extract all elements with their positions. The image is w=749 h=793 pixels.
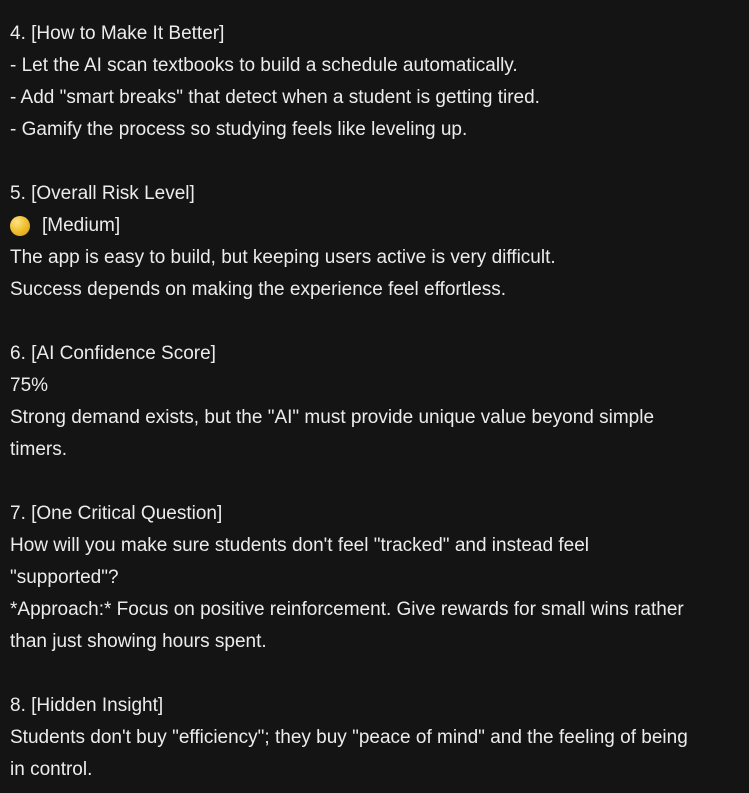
section-4-heading: 4. [How to Make It Better]	[10, 23, 225, 44]
section-5-heading: 5. [Overall Risk Level]	[10, 183, 195, 204]
section-5-text: Success depends on making the experience feel effortless.	[10, 279, 507, 300]
section-4-item: - Add "smart breaks" that detect when a student is getting tired.	[10, 87, 540, 108]
section-7-text: How will you make sure students don't feel "tracked" and instead feel	[10, 535, 589, 556]
section-4-item: - Gamify the process so studying feels like leveling up.	[10, 119, 468, 140]
section-gap	[10, 466, 719, 498]
section-gap	[10, 658, 719, 690]
section-7-text: *Approach:* Focus on positive reinforcement. Give rewards for small wins rather	[10, 599, 684, 620]
section-6-heading: 6. [AI Confidence Score]	[10, 343, 216, 364]
section-6-text: timers.	[10, 439, 67, 460]
section-7-text: than just showing hours spent.	[10, 631, 267, 652]
risk-level-row	[10, 210, 719, 242]
section-gap	[10, 306, 719, 338]
confidence-score: 75%	[10, 375, 49, 396]
section-7-heading: 7. [One Critical Question]	[10, 503, 223, 524]
section-8-heading: 8. [Hidden Insight]	[10, 695, 164, 716]
section-gap	[10, 146, 719, 178]
risk-level-label: [Medium]	[42, 215, 121, 236]
section-8-text: in control.	[10, 759, 93, 780]
section-6-text: Strong demand exists, but the "AI" must provide unique value beyond simple	[10, 407, 655, 428]
yellow-circle-icon	[10, 216, 30, 236]
section-7-text: "supported"?	[10, 567, 119, 588]
section-8-text: Students don't buy "efficiency"; they buy "peace of mind" and the feeling of being	[10, 727, 688, 748]
section-5-text: The app is easy to build, but keeping users active is very difficult.	[10, 247, 556, 268]
section-4-item: - Let the AI scan textbooks to build a schedule automatically.	[10, 55, 518, 76]
